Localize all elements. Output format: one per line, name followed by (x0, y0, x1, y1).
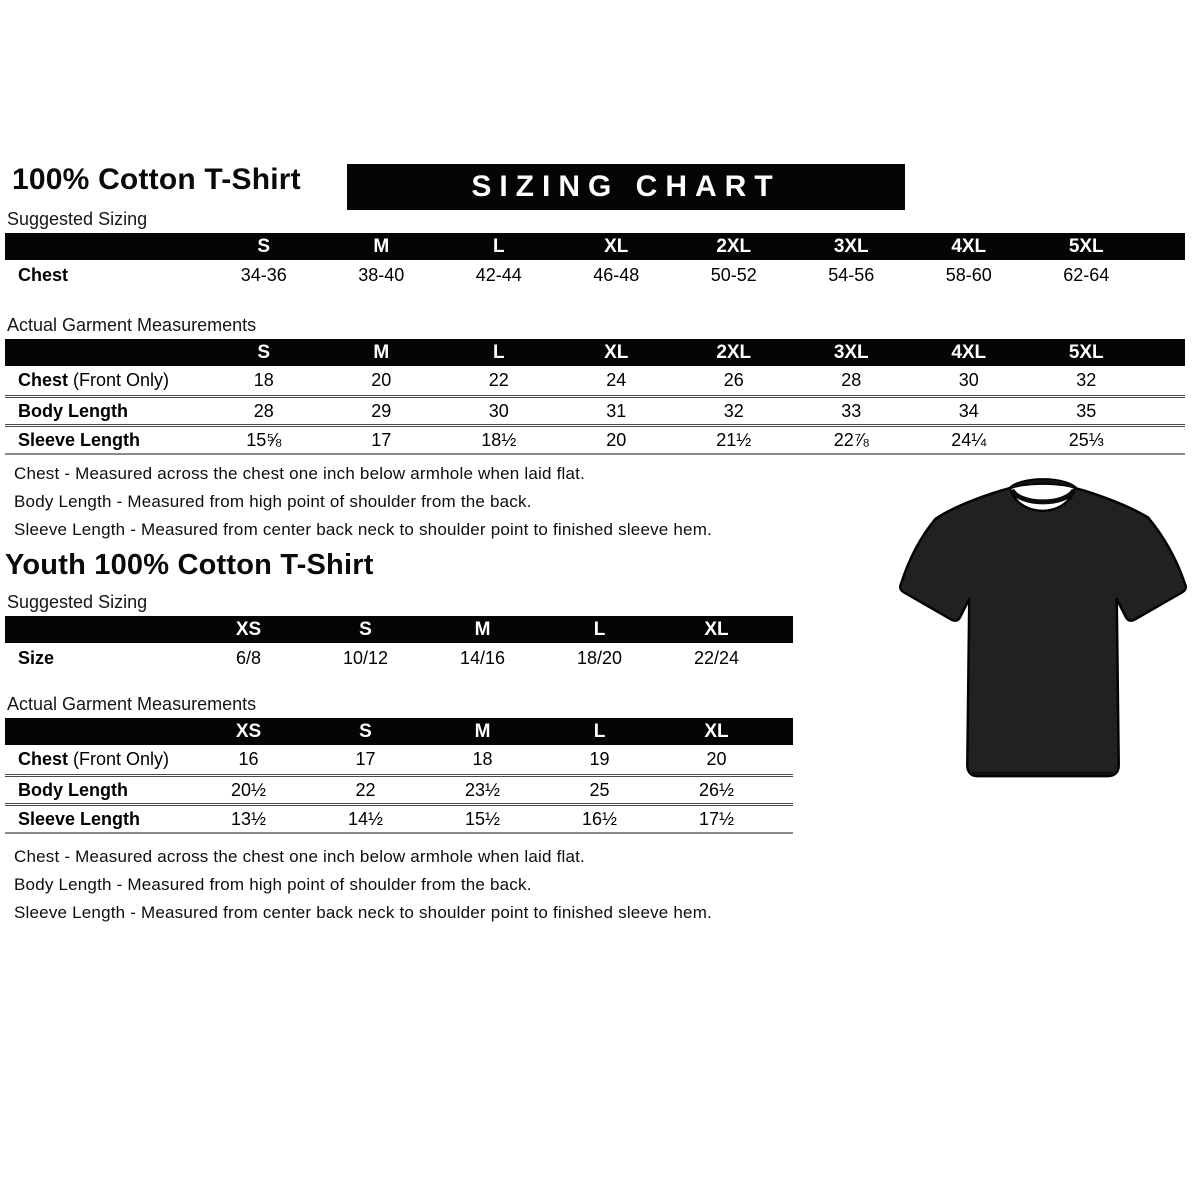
table-cell: 34 (958, 400, 979, 421)
table-cell: 18 (472, 749, 493, 769)
table-cell: 30 (488, 400, 509, 421)
sizing-chart-banner: SIZING CHART (347, 164, 905, 210)
table-cell: 38-40 (358, 265, 405, 285)
size-col-header: L (593, 618, 606, 640)
size-col-header: XL (604, 341, 629, 363)
table-cell: 50-52 (710, 265, 757, 285)
table-cell: 18½ (481, 429, 517, 450)
table-cell: 25 (589, 779, 610, 800)
size-col-header: S (257, 235, 271, 257)
size-col-header: 4XL (951, 341, 987, 363)
size-col-header: 3XL (833, 341, 869, 363)
adult-measurements-label: Actual Garment Measurements (7, 315, 257, 335)
size-col-header: M (474, 618, 491, 640)
youth-suggested-sizing-label: Suggested Sizing (7, 592, 148, 612)
row-label: Body Length (18, 779, 128, 800)
size-col-header: M (373, 235, 390, 257)
body-length-row (5, 395, 1185, 424)
table-cell: 17 (371, 429, 392, 450)
row-label: Body Length (18, 400, 128, 421)
size-col-header: XS (235, 720, 262, 742)
table-cell: 32 (1076, 370, 1097, 390)
youth-measurement-notes (14, 843, 712, 927)
size-col-header: L (593, 720, 606, 742)
table-cell: 20 (371, 370, 392, 390)
table-cell: 23½ (464, 779, 501, 800)
adult-suggested-sizing-label: Suggested Sizing (7, 209, 148, 229)
table-header-row (5, 233, 1185, 260)
table-cell: 17½ (698, 808, 735, 829)
table-cell: 17 (355, 749, 376, 769)
tshirt-icon (897, 472, 1189, 804)
size-col-header: XL (604, 235, 629, 257)
row-label: Size (18, 648, 55, 668)
youth-measurements-table (5, 718, 793, 834)
table-cell: 33 (841, 400, 862, 421)
table-cell: 20½ (230, 779, 267, 800)
table-cell: 13½ (230, 808, 267, 829)
table-cell: 32 (723, 400, 744, 421)
table-cell: 10/12 (342, 648, 389, 668)
size-col-header: 5XL (1068, 341, 1104, 363)
table-cell: 15½ (464, 808, 501, 829)
sleeve-length-note: Sleeve Length - Measured from center back neck to shoulder point to finished sleeve hem. (14, 903, 712, 922)
adult-measurements-table (5, 339, 1185, 455)
table-cell: 16½ (581, 808, 618, 829)
table-cell: 46-48 (593, 265, 640, 285)
youth-section-title: Youth 100% Cotton T-Shirt (5, 549, 374, 581)
table-cell: 62-64 (1063, 265, 1110, 285)
body-length-note: Body Length - Measured from high point of shoulder from the back. (14, 492, 532, 511)
table-cell: 34-36 (240, 265, 287, 285)
table-cell: 22⅞ (833, 429, 869, 450)
size-col-header: S (359, 618, 372, 640)
sleeve-length-row (5, 803, 793, 832)
sleeve-length-row (5, 424, 1185, 453)
table-cell: 29 (371, 400, 392, 421)
table-cell: 54-56 (828, 265, 875, 285)
size-col-header: 3XL (833, 235, 869, 257)
table-row (5, 260, 1185, 291)
chest-row (5, 366, 1185, 395)
table-cell: 14½ (347, 808, 384, 829)
adult-suggested-sizing-table (5, 233, 1185, 291)
size-col-header: L (492, 341, 505, 363)
table-cell: 24¼ (951, 429, 987, 450)
size-col-header: XL (704, 618, 729, 640)
table-cell: 21½ (716, 429, 752, 450)
table-cell: 28 (253, 400, 274, 421)
table-cell: 22 (355, 779, 376, 800)
size-col-header: M (373, 341, 390, 363)
row-label: Chest (Front Only) (18, 370, 170, 390)
table-cell: 16 (238, 749, 259, 769)
table-header-row (5, 339, 1185, 366)
table-cell: 26 (723, 370, 744, 390)
table-row (5, 643, 793, 674)
adult-section-title: 100% Cotton T-Shirt (12, 163, 301, 196)
table-cell: 42-44 (475, 265, 522, 285)
size-col-header: L (492, 235, 505, 257)
table-cell: 22/24 (693, 648, 740, 668)
table-cell: 31 (606, 400, 627, 421)
table-cell: 20 (706, 749, 727, 769)
size-col-header: 2XL (716, 235, 752, 257)
table-cell: 25⅓ (1068, 429, 1104, 450)
table-cell: 22 (488, 370, 509, 390)
size-col-header: S (257, 341, 271, 363)
youth-measurements-label: Actual Garment Measurements (7, 694, 257, 714)
chest-note: Chest - Measured across the chest one inch below armhole when laid flat. (14, 847, 585, 866)
row-label: Sleeve Length (18, 429, 141, 450)
row-label: Chest (Front Only) (18, 749, 170, 769)
size-col-header: 2XL (716, 341, 752, 363)
table-cell: 20 (606, 429, 627, 450)
black-tshirt-image (897, 472, 1189, 804)
row-label: Chest (18, 265, 69, 285)
table-cell: 58-60 (945, 265, 992, 285)
table-header-row (5, 616, 793, 643)
adult-measurement-notes (14, 460, 712, 544)
table-cell: 35 (1076, 400, 1097, 421)
chest-note: Chest - Measured across the chest one inch below armhole when laid flat. (14, 464, 585, 483)
table-cell: 19 (589, 749, 610, 769)
youth-suggested-sizing-table (5, 616, 793, 674)
table-cell: 18/20 (576, 648, 623, 668)
table-cell: 18 (253, 370, 274, 390)
size-col-header: XL (704, 720, 729, 742)
body-length-row (5, 774, 793, 803)
size-col-header: M (474, 720, 491, 742)
table-cell: 28 (841, 370, 862, 390)
table-cell: 14/16 (459, 648, 506, 668)
table-header-row (5, 718, 793, 745)
size-col-header: S (359, 720, 372, 742)
table-cell: 6/8 (235, 648, 262, 668)
size-col-header: XS (235, 618, 262, 640)
table-cell: 24 (606, 370, 627, 390)
body-length-note: Body Length - Measured from high point of shoulder from the back. (14, 875, 532, 894)
table-cell: 30 (958, 370, 979, 390)
chest-row (5, 745, 793, 774)
row-label: Sleeve Length (18, 808, 141, 829)
size-col-header: 5XL (1068, 235, 1104, 257)
table-cell: 26½ (698, 779, 735, 800)
table-cell: 15⅝ (246, 429, 282, 450)
size-col-header: 4XL (951, 235, 987, 257)
sleeve-length-note: Sleeve Length - Measured from center back neck to shoulder point to finished sleeve hem. (14, 520, 712, 539)
